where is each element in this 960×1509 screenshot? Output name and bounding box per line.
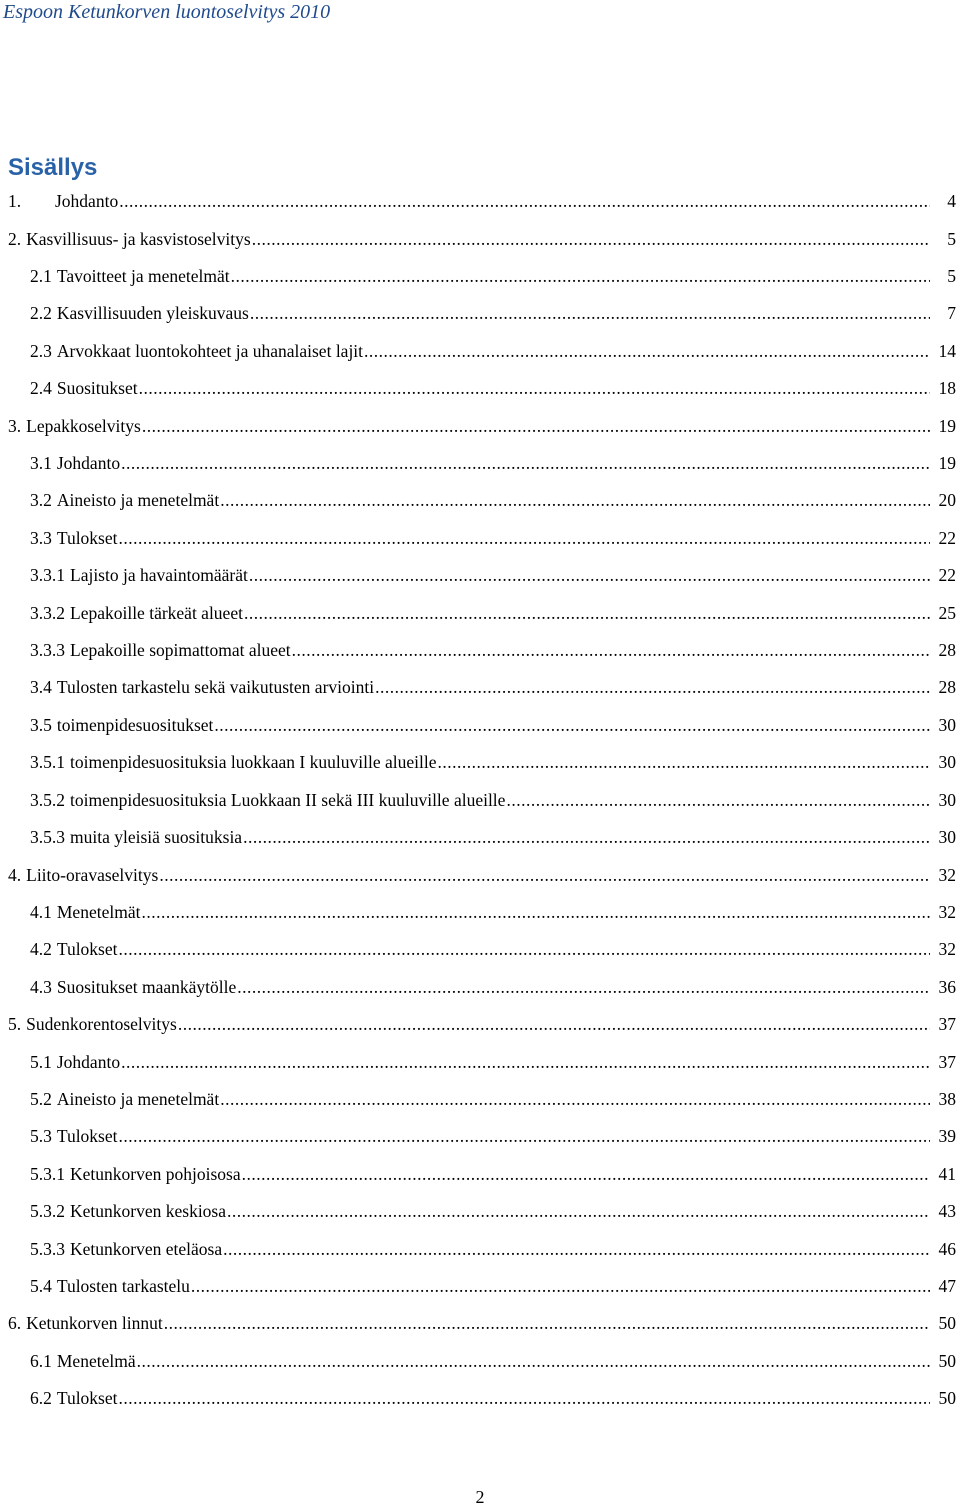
toc-entry-label (30, 752, 436, 773)
toc-entry-number: 2.1 (30, 266, 52, 287)
toc-entry-title: Tavoitteet ja menetelmät (56, 266, 230, 287)
toc-entry-title: Tulokset (56, 939, 118, 960)
toc-entry-number: 5.2 (30, 1088, 52, 1109)
toc-dot-leader (237, 977, 930, 998)
toc-entry-page: 30 (938, 714, 956, 735)
toc-entry-label (8, 865, 158, 886)
toc-entry-label (30, 603, 243, 624)
toc-entry-title: Johdanto (55, 191, 119, 212)
toc-entry-label (30, 490, 219, 511)
toc-entry-label (30, 1201, 226, 1222)
toc-entry-title: Ketunkorven linnut (26, 1313, 163, 1334)
toc-entry-page: 19 (938, 415, 956, 436)
toc-entry-page: 30 (938, 789, 956, 810)
toc-entry-label (30, 902, 140, 923)
toc-dot-leader (119, 939, 930, 960)
toc-entry-label (30, 341, 363, 362)
toc-entry[interactable] (0, 258, 960, 295)
toc-entry-label (30, 1351, 136, 1372)
toc-entry[interactable] (0, 931, 960, 968)
toc-dot-leader (191, 1276, 930, 1297)
toc-entry[interactable] (0, 183, 960, 220)
toc-dot-leader (159, 865, 930, 886)
toc-entry-number: 1. (8, 191, 22, 212)
toc-entry-page: 38 (938, 1088, 956, 1109)
toc-entry-number: 6.1 (30, 1350, 52, 1371)
toc-dot-leader (223, 1239, 930, 1260)
toc-dot-leader (252, 229, 930, 250)
toc-entry-number: 2. (8, 228, 22, 249)
toc-entry-page: 22 (938, 565, 956, 586)
toc-entry[interactable] (0, 1118, 960, 1155)
toc-entry-title: Tulokset (56, 1126, 118, 1147)
toc-entry-label (30, 640, 291, 661)
toc-dot-leader (437, 752, 930, 773)
toc-entry-page: 28 (938, 640, 956, 661)
toc-entry-number: 3.2 (30, 490, 52, 511)
toc-entry-title: Menetelmät (56, 901, 141, 922)
toc-entry-label (30, 1126, 118, 1147)
toc-entry-title: Tulokset (56, 527, 118, 548)
toc-entry[interactable] (0, 220, 960, 257)
toc-entry-title: Johdanto (56, 1051, 121, 1072)
toc-entry-label (30, 677, 374, 698)
toc-entry-label (8, 1313, 163, 1334)
toc-entry-number: 4.2 (30, 939, 52, 960)
toc-dot-leader (142, 416, 930, 437)
toc-entry-title: Lepakoille sopimattomat alueet (70, 640, 291, 661)
toc-entry-label (30, 378, 138, 399)
toc-entry[interactable] (0, 1230, 960, 1267)
page-number: 2 (475, 1487, 485, 1507)
toc-entry-number: 5.3.3 (30, 1238, 65, 1259)
toc-entry-label (30, 939, 118, 960)
toc-entry-page: 43 (938, 1201, 956, 1222)
toc-entry-number: 3.3 (30, 527, 52, 548)
toc-entry-number: 2.2 (30, 303, 52, 324)
toc-dot-leader (119, 191, 930, 212)
toc-dot-leader (292, 640, 930, 661)
toc-entry-number: 4.1 (30, 901, 52, 922)
toc-entry-page: 5 (947, 228, 956, 249)
toc-entry-label (8, 229, 251, 250)
toc-dot-leader (242, 1164, 930, 1185)
toc-entry-title: Tulosten tarkastelu (56, 1275, 190, 1296)
toc-entry-label (30, 1052, 120, 1073)
toc-entry[interactable] (0, 594, 960, 631)
toc-entry[interactable] (0, 1268, 960, 1305)
toc-entry-page: 50 (938, 1350, 956, 1371)
toc-dot-leader (244, 603, 930, 624)
toc-dot-leader (227, 1201, 930, 1222)
toc-entry-page: 28 (938, 677, 956, 698)
toc-entry[interactable] (0, 819, 960, 856)
toc-entry-title: toimenpidesuosituksia Luokkaan II sekä III kuuluville alueille (70, 789, 506, 810)
toc-entry[interactable] (0, 782, 960, 819)
toc-entry-number: 3.4 (30, 677, 52, 698)
toc-entry-page: 37 (938, 1051, 956, 1072)
toc-entry-title: Lepakkoselvitys (26, 415, 141, 436)
toc-dot-leader (141, 902, 930, 923)
toc-entry[interactable] (0, 744, 960, 781)
toc-entry-page: 32 (938, 864, 956, 885)
toc-dot-leader (214, 715, 930, 736)
toc-dot-leader (121, 1052, 930, 1073)
toc-entry-number: 5.3.1 (30, 1163, 65, 1184)
toc-entry-label (30, 266, 230, 287)
toc-entry-page: 32 (938, 901, 956, 922)
toc-entry-page: 41 (938, 1163, 956, 1184)
toc-entry[interactable] (0, 407, 960, 444)
toc-entry-label (8, 1014, 177, 1035)
toc-entry-title: toimenpidesuosituksia luokkaan I kuuluville alueille (70, 752, 437, 773)
toc-entry[interactable] (0, 707, 960, 744)
toc-entry-number: 5.4 (30, 1275, 52, 1296)
toc-entry-page: 30 (938, 827, 956, 848)
toc-entry-title: Johdanto (56, 453, 121, 474)
toc-entry-page: 19 (938, 453, 956, 474)
toc-dot-leader (119, 1126, 930, 1147)
toc-entry-page: 32 (938, 939, 956, 960)
toc-entry[interactable] (0, 333, 960, 370)
toc-entry-page: 25 (938, 602, 956, 623)
toc-entry-title: Sudenkorentoselvitys (26, 1014, 177, 1035)
toc-entry-number: 5.3 (30, 1126, 52, 1147)
toc-dot-leader (364, 341, 930, 362)
toc-entry-label (30, 565, 248, 586)
toc-entry-page: 50 (938, 1313, 956, 1334)
toc-entry[interactable] (0, 969, 960, 1006)
toc-entry-title: Tulosten tarkastelu sekä vaikutusten arviointi (56, 677, 375, 698)
toc-entry-label (30, 1276, 190, 1297)
toc-entry-page: 4 (947, 191, 956, 212)
toc-dot-leader (121, 453, 930, 474)
toc-entry-number: 4.3 (30, 976, 52, 997)
toc-entry-title: Suositukset maankäytölle (56, 976, 237, 997)
toc-entry[interactable] (0, 894, 960, 931)
toc-entry-title: Kasvillisuuden yleiskuvaus (56, 303, 249, 324)
toc-entry[interactable] (0, 370, 960, 407)
toc-entry-number: 3.5.3 (30, 827, 65, 848)
toc-entry-title: Lepakoille tärkeät alueet (70, 602, 243, 623)
toc-dot-leader (249, 565, 930, 586)
toc-entry[interactable] (0, 557, 960, 594)
toc-entry-label (8, 191, 118, 212)
toc-entry-page: 39 (938, 1126, 956, 1147)
toc-dot-leader (375, 677, 930, 698)
toc-entry[interactable] (0, 856, 960, 893)
toc-entry-title: Lajisto ja havaintomäärät (70, 565, 248, 586)
toc-entry-title: Ketunkorven keskiosa (70, 1201, 227, 1222)
toc-entry-page: 36 (938, 976, 956, 997)
toc-entry[interactable] (0, 1305, 960, 1342)
toc-entry-page: 14 (938, 340, 956, 361)
toc-entry-title: Arvokkaat luontokohteet ja uhanalaiset lajit (56, 340, 364, 361)
toc-entry-number: 3.5 (30, 714, 52, 735)
toc-entry[interactable] (0, 632, 960, 669)
toc-entry-number: 3.1 (30, 453, 52, 474)
toc-entry-page: 37 (938, 1014, 956, 1035)
toc-dot-leader (178, 1014, 930, 1035)
toc-entry-label (8, 416, 141, 437)
toc-entry-title: Ketunkorven pohjoisosa (70, 1163, 241, 1184)
toc-entry-label (30, 977, 236, 998)
toc-entry-number: 3.5.2 (30, 789, 65, 810)
toc-entry-label (30, 827, 242, 848)
toc-entry-title: Liito-oravaselvitys (26, 864, 159, 885)
toc-entry-number: 2.3 (30, 340, 52, 361)
toc-dot-leader (250, 303, 930, 324)
toc-entry-number: 2.4 (30, 378, 52, 399)
toc-dot-leader (137, 1351, 930, 1372)
toc-dot-leader (231, 266, 930, 287)
toc-entry-title: muita yleisiä suosituksia (70, 827, 243, 848)
toc-entry-number: 5.3.2 (30, 1201, 65, 1222)
toc-entry[interactable] (0, 1380, 960, 1417)
toc-entry[interactable] (0, 520, 960, 557)
toc-entry-title: Ketunkorven eteläosa (70, 1238, 223, 1259)
toc-entry-title: Suositukset (56, 378, 138, 399)
toc-entry[interactable] (0, 1081, 960, 1118)
toc-entry-label (30, 790, 505, 811)
toc-entry-number: 3. (8, 415, 22, 436)
toc-entry-label (30, 303, 249, 324)
toc-entry-number: 3.5.1 (30, 752, 65, 773)
toc-entry-page: 7 (947, 303, 956, 324)
toc-entry-title: toimenpidesuositukset (56, 714, 214, 735)
toc-entry-page: 46 (938, 1238, 956, 1259)
toc-dot-leader (119, 1388, 930, 1409)
toc-entry-label (30, 1164, 241, 1185)
toc-entry[interactable] (0, 1156, 960, 1193)
toc-entry[interactable] (0, 669, 960, 706)
toc-entry-title: Aineisto ja menetelmät (56, 1088, 220, 1109)
toc-dot-leader (220, 490, 930, 511)
table-of-contents (0, 183, 960, 1417)
toc-entry-page: 18 (938, 378, 956, 399)
toc-entry-title: Menetelmä (56, 1350, 136, 1371)
toc-entry-number: 4. (8, 864, 22, 885)
toc-entry-label (30, 453, 120, 474)
toc-entry-label (30, 528, 118, 549)
toc-entry[interactable] (0, 1193, 960, 1230)
toc-entry-number: 3.3.2 (30, 602, 65, 623)
toc-entry[interactable] (0, 295, 960, 332)
running-header: Espoon Ketunkorven luontoselvitys 2010 (3, 1, 331, 23)
toc-dot-leader (139, 378, 930, 399)
toc-entry-title: Kasvillisuus- ja kasvistoselvitys (26, 228, 251, 249)
toc-entry[interactable] (0, 1343, 960, 1380)
toc-entry-page: 20 (938, 490, 956, 511)
toc-entry-number: 5.1 (30, 1051, 52, 1072)
toc-entry-title: Tulokset (56, 1388, 118, 1409)
toc-entry-number: 6. (8, 1313, 22, 1334)
toc-entry[interactable] (0, 1006, 960, 1043)
toc-entry-page: 5 (947, 266, 956, 287)
toc-dot-leader (506, 790, 930, 811)
toc-entry-label (30, 715, 213, 736)
toc-entry-page: 30 (938, 752, 956, 773)
toc-entry-title: Aineisto ja menetelmät (56, 490, 220, 511)
toc-entry[interactable] (0, 445, 960, 482)
toc-entry-label (30, 1388, 118, 1409)
toc-entry-number: 3.3.3 (30, 640, 65, 661)
toc-dot-leader (164, 1313, 930, 1334)
toc-heading: Sisällys (8, 154, 98, 181)
toc-entry[interactable] (0, 482, 960, 519)
toc-entry-number: 3.3.1 (30, 565, 65, 586)
toc-dot-leader (220, 1089, 930, 1110)
toc-entry-number: 6.2 (30, 1388, 52, 1409)
toc-dot-leader (243, 827, 930, 848)
toc-entry-label (30, 1239, 222, 1260)
toc-entry-page: 47 (938, 1275, 956, 1296)
toc-dot-leader (119, 528, 930, 549)
toc-entry-number: 5. (8, 1014, 22, 1035)
toc-entry-label (30, 1089, 219, 1110)
toc-entry-page: 22 (938, 527, 956, 548)
toc-entry[interactable] (0, 1043, 960, 1080)
toc-entry-page: 50 (938, 1388, 956, 1409)
